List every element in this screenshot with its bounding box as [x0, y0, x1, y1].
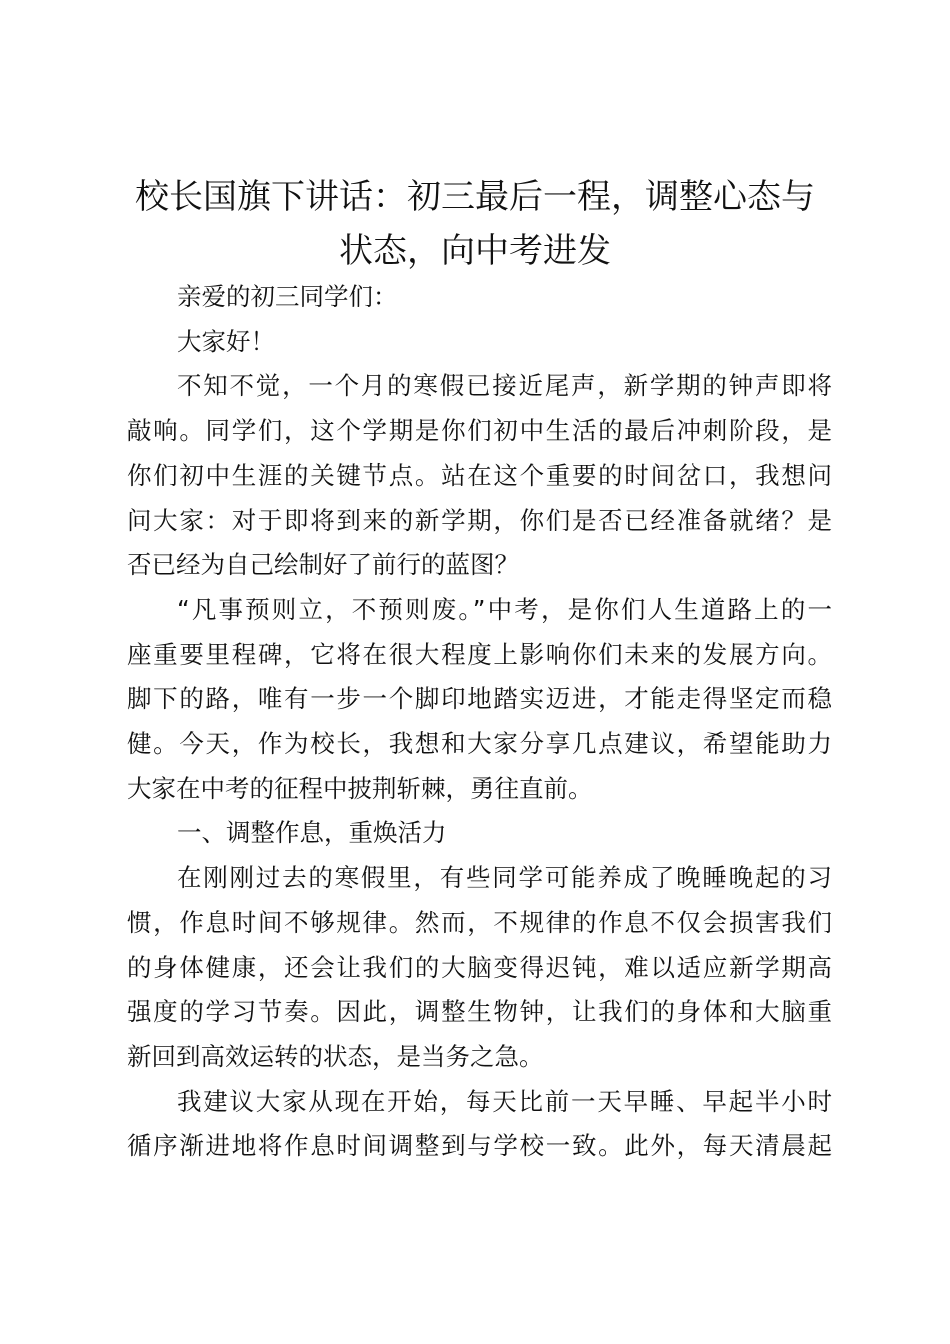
paragraph-p2 — [127, 588, 832, 812]
text-line: 否已经为自己绘制好了前行的蓝图？ — [127, 550, 519, 580]
text-line: 亲爱的初三同学们： — [177, 282, 398, 311]
text-line: 惯，作息时间不够规律。然而，不规律的作息不仅会损害我们 — [127, 907, 832, 937]
text-line: 大家好！ — [177, 326, 275, 356]
paragraph-heading1 — [127, 811, 832, 856]
paragraph-p3 — [127, 856, 832, 1080]
text-line: 我建议大家从现在开始，每天比前一天早睡、早起半小时 — [177, 1086, 832, 1116]
paragraph-p4 — [127, 1080, 832, 1169]
text-line: 你们初中生涯的关键节点。站在这个重要的时间岔口，我想问 — [127, 460, 832, 490]
text-line: 问大家：对于即将到来的新学期，你们是否已经准备就绪？是 — [127, 505, 832, 535]
text-line: 健。今天，作为校长，我想和大家分享几点建议，希望能助力 — [127, 729, 832, 759]
document-title — [120, 170, 830, 278]
text-line: 在刚刚过去的寒假里，有些同学可能养成了晚睡晚起的习 — [177, 863, 832, 893]
title-line-2: 状态，向中考进发 — [339, 231, 611, 271]
text-line: 强度的学习节奏。因此，调整生物钟，让我们的身体和大脑重 — [127, 997, 832, 1027]
title-line-1: 校长国旗下讲话：初三最后一程，调整心态与 — [135, 177, 815, 217]
text-line: 敲响。同学们，这个学期是你们初中生活的最后冲刺阶段，是 — [127, 416, 832, 446]
text-line: 大家在中考的征程中披荆斩棘，勇往直前。 — [127, 773, 593, 803]
paragraph-greeting — [127, 320, 832, 365]
text-line: 脚下的路，唯有一步一个脚印地踏实迈进，才能走得坚定而稳 — [127, 684, 832, 714]
text-line: 的身体健康，还会让我们的大脑变得迟钝，难以适应新学期高 — [127, 952, 832, 982]
paragraph-salutation — [127, 275, 832, 320]
text-line: 新回到高效运转的状态，是当务之急。 — [127, 1041, 544, 1071]
text-line: 不知不觉，一个月的寒假已接近尾声，新学期的钟声即将 — [177, 371, 832, 401]
text-line: “凡事预则立，不预则废。”中考，是你们人生道路上的一 — [177, 594, 832, 624]
text-line: 一、调整作息，重焕活力 — [177, 818, 447, 848]
paragraph-p1 — [127, 364, 832, 588]
document-body — [127, 275, 832, 1169]
text-line: 循序渐进地将作息时间调整到与学校一致。此外，每天清晨起 — [127, 1131, 832, 1161]
text-line: 座重要里程碑，它将在很大程度上影响你们未来的发展方向。 — [127, 639, 832, 669]
